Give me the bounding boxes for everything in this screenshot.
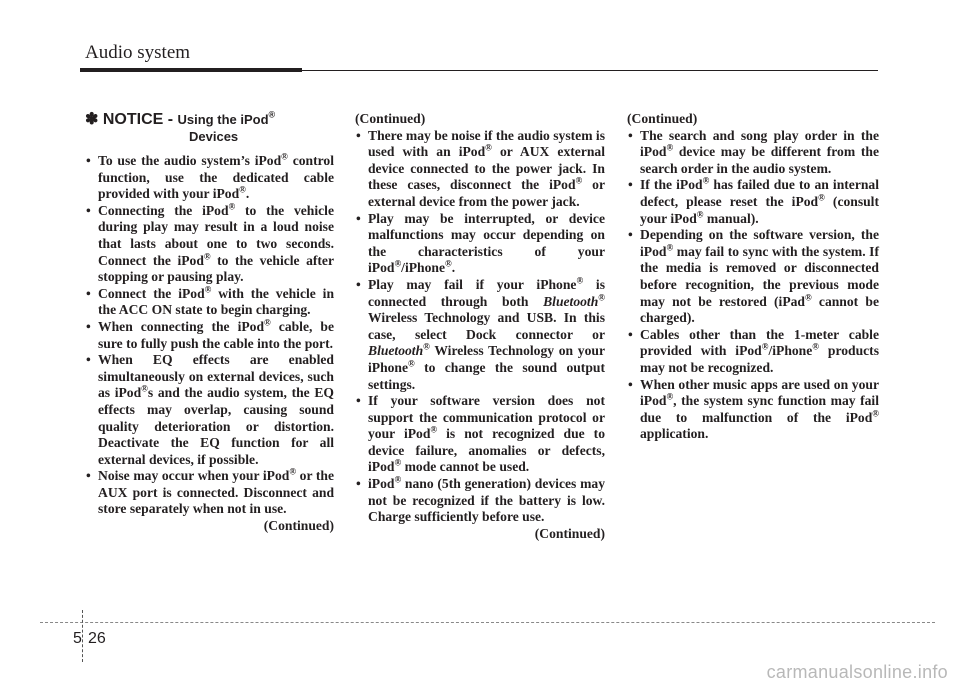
list-item: • Noise may occur when your iPod® or the AUX port is connected. Disconnect and store separately when not in use.	[85, 468, 334, 518]
list-item: • Play may be interrupted, or device malfunctions may occur depending on the characteristics of your iPod®/iPhone®.	[355, 211, 605, 277]
section-number: 5	[73, 630, 82, 647]
list-item: • Play may fail if your iPhone® is connected through both Bluetooth® Wireless Technology and USB. In this case, select Dock connector or Bluetooth® Wireless Technology on your iPhone® to change the sound output settings.	[355, 277, 605, 393]
bullet-list-col1	[85, 153, 334, 518]
header-rule-thick	[80, 68, 302, 72]
continued-footer: (Continued)	[534, 525, 605, 541]
watermark: carmanualsonline.info	[766, 662, 948, 682]
list-item: • iPod® nano (5th generation) devices may not be recognized if the battery is low. Charge sufficiently before use.	[355, 476, 605, 526]
list-item: • Cables other than the 1-meter cable provided with iPod®/iPhone® products may not be recognized.	[627, 327, 879, 377]
footer-dashed-rule	[40, 622, 935, 623]
continued-header: (Continued)	[355, 111, 426, 126]
notice-title-line2: Devices	[189, 129, 239, 144]
header-rule-thin	[302, 70, 878, 71]
bullet-list-col3	[627, 128, 879, 443]
list-item: • If the iPod® has failed due to an internal defect, please reset the iPod® (consult your iPod® manual).	[627, 177, 879, 227]
list-item: • There may be noise if the audio system is used with an iPod® or AUX external device connected to the power jack. In these cases, disconnect the iPod® or external device from the power jack.	[355, 128, 605, 211]
list-item: • Depending on the software version, the iPod® may fail to sync with the system. If the media is removed or disconnected before recognition, the previous mode may not be restored (iPad® cannot be charged).	[627, 227, 879, 327]
bullet-list-col2	[355, 128, 605, 526]
column-1	[85, 111, 334, 535]
notice-title-line1: Using the iPod	[177, 112, 269, 127]
notice-reg-mark: ®	[268, 109, 276, 120]
list-item: • Connect the iPod® with the vehicle in the ACC ON state to begin charging.	[85, 286, 334, 319]
column-3	[627, 111, 879, 443]
continued-header: (Continued)	[627, 111, 698, 126]
page-number: 26	[88, 630, 106, 647]
column-2	[355, 111, 605, 542]
list-item: • To use the audio system’s iPod® control function, use the dedicated cable provided with your iPod®.	[85, 153, 334, 203]
list-item: • When other music apps are used on your iPod®, the system sync function may fail due to malfunction of the iPod® application.	[627, 377, 879, 443]
notice-prefix: ✽ NOTICE -	[85, 111, 178, 128]
footer-dashed-divider	[82, 610, 83, 662]
list-item: • If your software version does not support the communication protocol or your iPod® is not recognized due to device failure, anomalies or defects, iPod® mode cannot be used.	[355, 393, 605, 476]
continued-footer: (Continued)	[263, 518, 334, 534]
notice-title	[85, 111, 334, 145]
page-header-title: Audio system	[85, 42, 191, 63]
list-item: • When EQ effects are enabled simultaneously on external devices, such as iPod®s and the audio system, the EQ effects may overlap, causing sound quality deterioration or distortion. Deactivate the EQ function for all external devices, if possible.	[85, 352, 334, 468]
list-item: • When connecting the iPod® cable, be sure to fully push the cable into the port.	[85, 319, 334, 352]
list-item: • The search and song play order in the iPod® device may be different from the search order in the audio system.	[627, 128, 879, 178]
list-item: • Connecting the iPod® to the vehicle during play may result in a loud noise that lasts about one to two seconds. Connect the iPod® to the vehicle after stopping or pausing play.	[85, 203, 334, 286]
